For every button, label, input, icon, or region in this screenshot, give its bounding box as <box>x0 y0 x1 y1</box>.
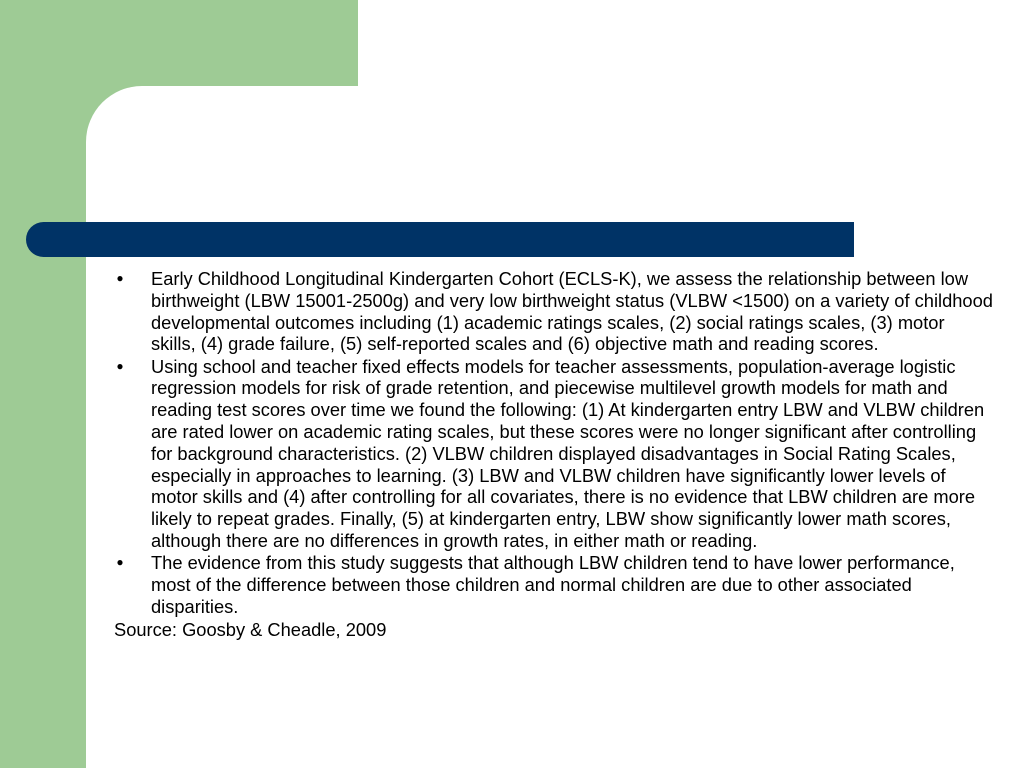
bullet-text: Early Childhood Longitudinal Kindergarten Cohort (ECLS-K), we assess the relationship between low birthweight (LBW 15001-2500g) and very low birthweight status (VLBW <1500) on a variety of childhood developmental outcomes including (1) academic ratings scales, (2) social ratings scales, (3) motor skills, (4) grade failure, (5) self-reported scales and (6) objective math and reading scores. <box>151 268 993 355</box>
bullet-item-methods-findings <box>114 356 994 552</box>
title-bar <box>26 222 854 257</box>
bullet-icon: ● <box>116 271 124 285</box>
bullet-icon: ● <box>116 358 124 373</box>
bullet-item-ecls-k <box>114 268 994 355</box>
source-citation: Source: Goosby & Cheadle, 2009 <box>114 618 387 640</box>
slide-body <box>114 268 994 641</box>
bullet-item-conclusion <box>114 552 994 617</box>
bullet-text: Using school and teacher fixed effects models for teacher assessments, population-average logistic regression models for risk of grade retention, and piecewise multilevel growth models for math and reading test scores over time we found the following: (1) At kindergarten entry LBW and VLBW children are rated lower on academic rating scales, but these scores were no longer significant after controlling for background characteristics. (2) VLBW children displayed disadvantages in Social Rating Scales, especially in approaches to learning. (3) LBW and VLBW children have significantly lower levels of motor skills and (4) after controlling for all covariates, there is no evidence that LBW children are more likely to repeat grades. Finally, (5) at kindergarten entry, LBW show significantly lower math scores, although there are no differences in growth rates, in either math or reading. <box>151 355 985 552</box>
bullet-text: The evidence from this study suggests that although LBW children tend to have lower performance, most of the difference between those children and normal children are due to other associated disparities. <box>151 552 955 617</box>
bullet-list <box>114 268 994 618</box>
bullet-icon: ● <box>116 555 124 570</box>
